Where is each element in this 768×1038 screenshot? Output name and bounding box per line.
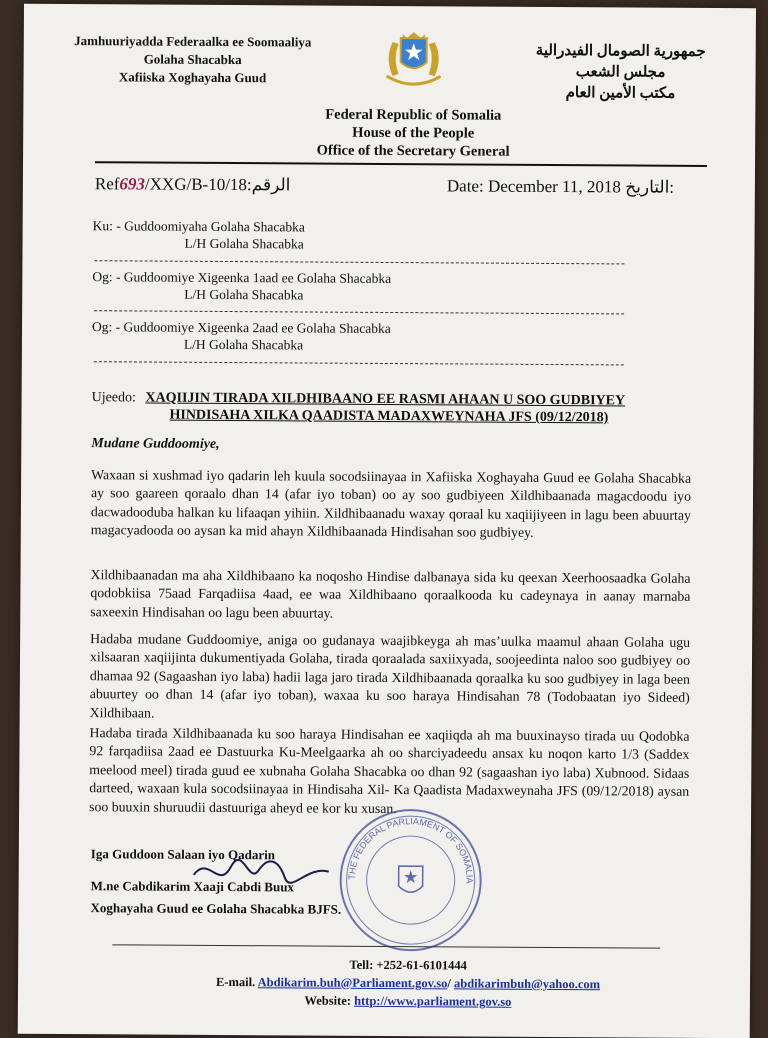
addressee-line: L/H Golaha Shacabka bbox=[184, 286, 304, 303]
header-arabic-line: مكتب الأمين العام bbox=[565, 85, 676, 102]
body-paragraph: Xildhibaanadan ma aha Xildhibaano ka noqosho Hindise dalbanaya sida ku qeexan Xeerhoosaadka Golaha qodobkiisa 75aad Farqadiisa 4aad, ee waa Xildhibaano qoraalkooda ku cadeynaya in aanay marnaba saxeexin Hindisahan oo lagu been abuurtay. bbox=[90, 567, 691, 621]
letter-page bbox=[18, 4, 756, 1038]
subject-line: HINDISAHA XILKA QAADISTA MADAXWEYNAHA JFS (09/12/2018) bbox=[169, 407, 609, 426]
email-link-yahoo[interactable]: abdikarimbuh@yahoo.com bbox=[453, 976, 601, 992]
addressee-line: Ku: - Guddoomiyaha Golaha Shacabka bbox=[92, 218, 305, 235]
body-paragraph: Waxaan si xushmad iyo qadarin leh kuula socodsiinayaa in Xafiiska Xoghayaha Guud ee Golaha Shacabka ay soo gaareen qoraalo dhan 14 (afar iyo toban) oo ay soo gudbiyeen Xildhibaanada magacdoodu iyo dacwadooduba halkan ku lifaaqan yihiin. Xildhibaanadu waxay qoraal ku xaqiijiyeen in lagu been abuurtay magacyadooda oo aysan ka mid ahayn Xildhibaanada Hindisahan soo gudbiyey. bbox=[90, 467, 692, 541]
date-block bbox=[447, 176, 674, 197]
email-link-parliament[interactable]: Abdikarim.buh@Parliament.gov.so bbox=[257, 975, 448, 991]
header-divider bbox=[95, 161, 707, 167]
header-somali-line: Golaha Shacabka bbox=[143, 51, 242, 68]
addressee-line: Og: - Guddoomiye Xigeenka 2aad ee Golaha Shacabka bbox=[91, 319, 391, 337]
date-value: December 11, 2018 bbox=[487, 176, 622, 197]
body-paragraph: Hadaba mudane Guddoomiye, aniga oo gudanaya waajibkeyga ah mas’uulka maamul ahaan Golaha ugu xilsaaran xaqiijinta dukumentiyada Golaha, tirada qoraalada saxiixyada, soojeedinta naloo soo gudbiyey oo dhamaa 92 (Sagaashan iyo laba) hadii laga jaro tirada Xildhibaanada qoraalka ku soo gudbiyey in laga been abuurtey oo dhan 14 (afar iyo toban), waxaa ku soo haraya Hindisahan 78 (Todobaatan iyo Sideed) Xildhibaan. bbox=[89, 631, 691, 721]
subject-block bbox=[91, 389, 691, 427]
header-somali bbox=[48, 32, 338, 88]
website-link[interactable]: http://www.parliament.gov.so bbox=[354, 993, 512, 1009]
dashed-divider bbox=[94, 310, 624, 314]
ref-prefix: Ref bbox=[94, 174, 120, 194]
handwritten-signature bbox=[189, 845, 339, 906]
coat-of-arms-emblem bbox=[378, 28, 448, 94]
dashed-divider bbox=[94, 361, 624, 365]
header-english-line: House of the People bbox=[352, 124, 475, 142]
body-paragraph: Hadaba tirada Xildhibaanada ku soo haraya Hindisahan ee xaqiiqda ah ma buuxinayso tirada uu Qodobka 92 farqadiisa 2aad ee Dastuurka Ku-Meelgaarka ah oo sharciyadeedu ansax ku noqon karto 1/3 (Saddex meelood meel) tirada guud ee xubnaha Golaha Shacabka oo dhan 92 (sagaashan iyo laba) Xubnood. Sidaas darteed, waxaan kula socodsiinayaa in Hindisaha Xil- Ka Qaadista Madaxweynaha JFS (09/12/2018) aysan soo buuxin shuruudii dastuuriga aheyd ee kor ku xusan. bbox=[89, 725, 690, 816]
addressee-line: L/H Golaha Shacabka bbox=[183, 336, 304, 353]
date-arabic-label: التاريخ: bbox=[625, 177, 675, 197]
header-arabic bbox=[515, 41, 725, 105]
header-arabic-line: مجلس الشعب bbox=[575, 64, 666, 81]
ref-arabic-label: الرقم bbox=[251, 175, 291, 195]
seal-text: THE FEDERAL PARLIAMENT OF SOMALIA bbox=[346, 816, 475, 884]
addressee-block bbox=[92, 318, 391, 354]
ref-number: 693 bbox=[119, 174, 146, 194]
footer-website-line bbox=[148, 991, 668, 1012]
header-arabic-line: جمهورية الصومال الفيدرالية bbox=[535, 42, 706, 60]
subject-line: XAQIIJIN TIRADA XILDHIBAANO EE RASMI AHAAN U SOO GUDBIYEY bbox=[145, 390, 626, 409]
closing-line: Iga Guddoon Salaan iyo Qadarin bbox=[90, 846, 276, 863]
dashed-divider bbox=[94, 260, 624, 264]
header-english bbox=[223, 105, 603, 161]
footer-phone: Tell: +252-61-6101444 bbox=[349, 957, 467, 973]
addressee-block bbox=[92, 217, 304, 252]
addressee-block bbox=[92, 268, 391, 304]
header-english-line: Office of the Secretary General bbox=[316, 142, 510, 160]
addressee-line: L/H Golaha Shacabka bbox=[184, 235, 304, 252]
signatory-name: M.ne Cabdikarim Xaaji Cabdi Buux bbox=[90, 878, 295, 895]
header-somali-line: Xafiiska Xoghayaha Guud bbox=[118, 69, 267, 86]
header-somali-line: Jamhuuriyadda Federaalka ee Soomaaliya bbox=[74, 33, 312, 50]
addressee-line: Og: - Guddoomiye Xigeenka 1aad ee Golaha Shacabka bbox=[92, 269, 392, 287]
signatory-title: Xoghayaha Guud ee Golaha Shacabka BJFS. bbox=[90, 900, 342, 917]
subject-label: Ujeedo: bbox=[91, 390, 136, 406]
header-english-line: Federal Republic of Somalia bbox=[325, 106, 502, 124]
official-seal-stamp bbox=[336, 806, 485, 955]
footer-website-label: Website: bbox=[304, 993, 352, 1008]
footer-email-separator: / bbox=[447, 976, 451, 991]
reference-line bbox=[95, 174, 715, 200]
date-label: Date: bbox=[446, 176, 484, 196]
footer-email-label: E-mail. bbox=[215, 974, 256, 990]
salutation: Mudane Guddoomiye, bbox=[91, 436, 220, 452]
ref-suffix: /XXG/B-10/18: bbox=[144, 174, 252, 195]
